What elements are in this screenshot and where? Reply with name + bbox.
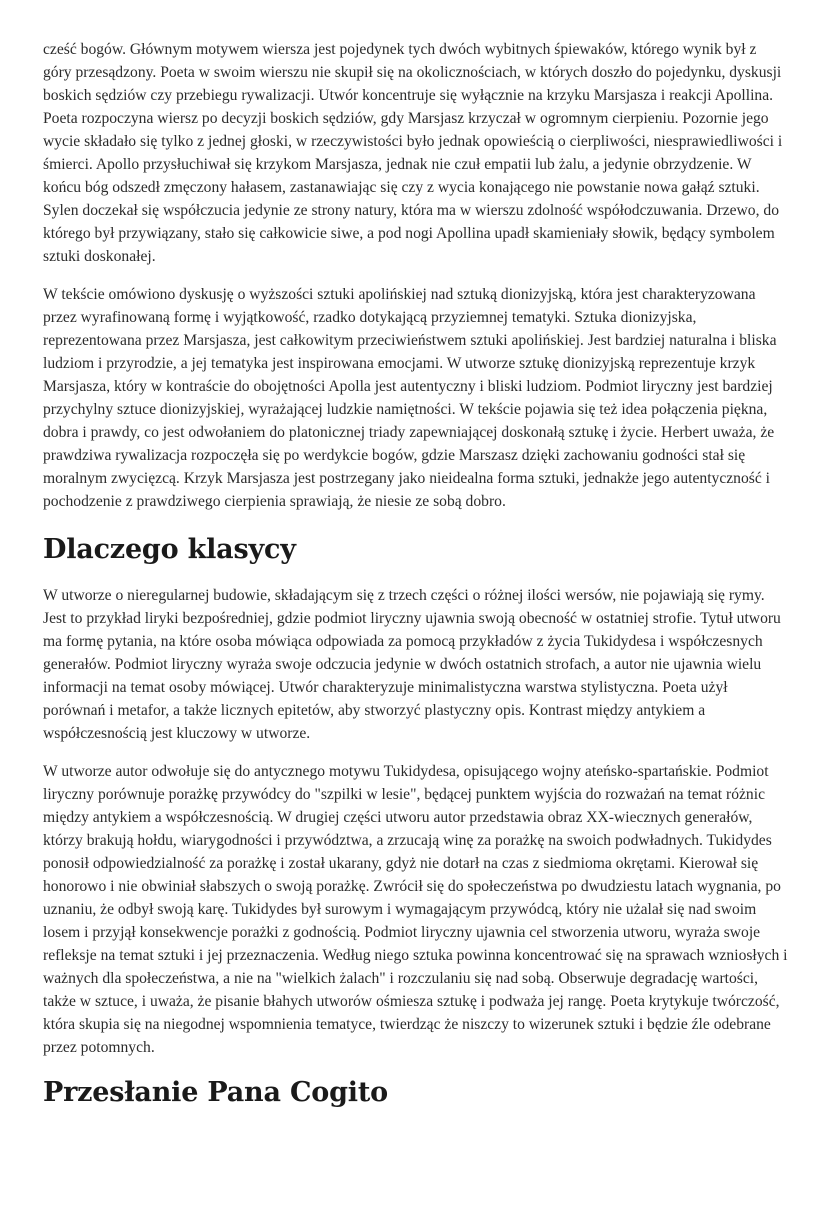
section-heading-przeslanie-pana-cogito: Przesłanie Pana Cogito — [43, 1077, 388, 1108]
paragraph-apollonian-vs-dionysian: W tekście omówiono dyskusję o wyższości sztuki apolińskiej nad sztuką dionizyjską, która jest charakteryzowana przez wyrafinowaną formę i wyjątkowość, rzadko dotykającą przyziemnej tematyki. Sztuka dionizyjska, reprezentowana przez Marsjasza, jest całkowitym przeciwieństwem sztuki apolińskiej. Jest bardziej naturalna i bliska ludziom i przyrodzie, a jej tematyka jest inspirowana emocjami. W utworze sztukę dionizyjską reprezentuje krzyk Marsjasza, który w kontraście do obojętności Apolla jest autentyczny i bliski ludziom. Podmiot liryczny jest bardziej przychylny sztuce dionizyjskiej, wyrażającej ludzkie namiętności. W tekście pojawia się też idea połączenia piękna, dobra i prawdy, co jest odwołaniem do platonicznej triady zapewniającej doskonałą sztukę i życie. Herbert uważa, że prawdziwa rywalizacja rozpoczęła się po werdykcie bogów, gdzie Marszasz dzięki zachowaniu godności stał się moralnym zwycięzcą. Krzyk Marsjasza jest postrzegany jako nieidealna forma sztuki, jednakże jego autentyczność i pochodzenie z prawdziwego cierpienia sprawiają, że niesie ze sobą dobro. — [43, 286, 777, 510]
article-body — [43, 38, 788, 1110]
paragraph-apollo-marsyas-summary: cześć bogów. Głównym motywem wiersza jest pojedynek tych dwóch wybitnych śpiewaków, którego wynik był z góry przesądzony. Poeta w swoim wierszu nie skupił się na okolicznościach, w których doszło do pojedynku, dyskusji boskich sędziów czy przebiegu rywalizacji. Utwór koncentruje się wyłącznie na krzyku Marsjasza i reakcji Apollina. Poeta rozpoczyna wiersz po decyzji boskich sędziów, gdy Marsjasz krzyczał w ogromnym cierpieniu. Pozornie jego wycie składało się tylko z jednej głoski, w rzeczywistości było jednak opowieścią o cierpliwości, niesprawiedliwości i śmierci. Apollo przysłuchiwał się krzykom Marsjasza, jednak nie czuł empatii lub żalu, a jedynie obrzydzenie. W końcu bóg odszedł zmęczony hałasem, zastanawiając się czy z wycia konającego nie powstanie nowa gałąź sztuki. Sylen doczekał się współczucia jedynie ze strony natury, która ma w wierszu zdolność współodczuwania. Drzewo, do którego był przywiązany, stało się całkowicie siwe, a pod nogi Apollina upadł skamieniały słowik, będący symbolem sztuki doskonałej. — [43, 41, 783, 265]
section-heading-dlaczego-klasycy: Dlaczego klasycy — [43, 534, 296, 565]
paragraph-poem-structure: W utworze o nieregularnej budowie, składającym się z trzech części o różnej ilości wersów, nie pojawiają się rymy. Jest to przykład liryki bezpośredniej, gdzie podmiot liryczny ujawnia swoją obecność w ostatniej strofie. Tytuł utworu ma formę pytania, na które osoba mówiąca odpowiada za pomocą przykładów z życia Tukidydesa i współczesnych generałów. Podmiot liryczny wyraża swoje odczucia jedynie w dwóch ostatnich strofach, a autor nie ujawnia wielu informacji na temat osoby mówiącej. Utwór charakteryzuje minimalistyczna warstwa stylistyczna. Poeta użył porównań i metafor, a także licznych epitetów, aby stworzyć plastyczny opis. Kontrast między antykiem a współczesnością jest kluczowy w utworze. — [43, 587, 781, 742]
paragraph-thucydides-analysis: W utworze autor odwołuje się do antycznego motywu Tukidydesa, opisującego wojny ateńsko-spartańskie. Podmiot liryczny porównuje porażkę przywódcy do "szpilki w lesie", będącej punktem wyjścia do rozważań na temat różnic między antykiem a współczesnością. W drugiej części utworu autor przedstawia obraz XX-wiecznych generałów, którzy brakują hołdu, wiarygodności i przywództwa, a zrzucają winę za porażkę na swoich podwładnych. Tukidydes ponosił odpowiedzialność za porażkę i został ukarany, gdyż nie dotarł na czas z siedmioma okrętami. Kierował się honorowo i nie obwiniał słabszych o swoją porażkę. Zwrócił się do społeczeństwa po dwudziestu latach wygnania, po uznaniu, że odbył swoją karę. Tukidydes był surowym i wymagającym przywódcą, który nie użalał się nad swoim losem i przyjął konsekwencje porażki z godnością. Podmiot liryczny ujawnia cel stworzenia utworu, wyraża swoje refleksje na temat sztuki i jej przeznaczenia. Według niego sztuka powinna koncentrować się na sprawach wzniosłych i ważnych dla społeczeństwa, a nie na "wielkich żalach" i rozczulaniu się nad sobą. Obserwuje degradację wartości, także w sztuce, i uważa, że pisanie błahych utworów ośmiesza sztukę i podważa jej rangę. Poeta krytykuje twórczość, która skupia się na niegodnej wspomnienia tematyce, twierdząc że niszczy to wizerunek sztuki i będzie źle odebrane przez potomnych. — [43, 763, 788, 1056]
